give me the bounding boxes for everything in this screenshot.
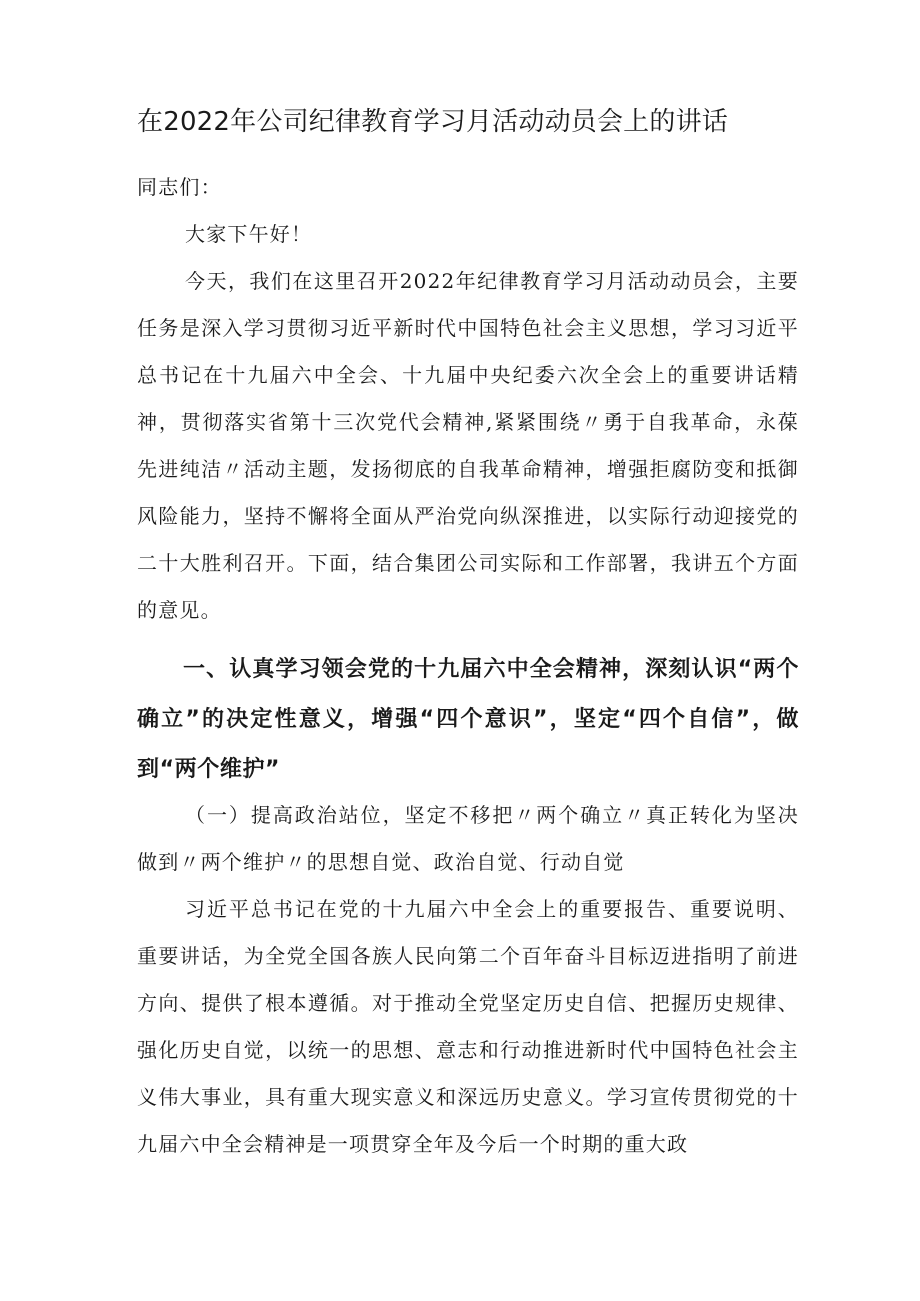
document-title: 在2022年公司纪律教育学习月活动动员会上的讲话 — [137, 107, 728, 137]
paragraph-body: 习近平总书记在党的十九届六中全会上的重要报告、重要说明、重要讲话，为全党全国各族人民向第二个百年奋斗目标迈进指明了前进方向、提供了根本遵循。对于推动全党坚定历史自信、把握历史规律、强化历史自觉，以统一的思想、意志和行动推进新时代中国特色社会主义伟大事业，具有重大现实意义和深远历史意义。学习宣传贯彻党的十九届六中全会精神是一项贯穿全年及今后一个时期的重大政 — [137, 897, 799, 1156]
section-heading-1: 一、认真学习领会党的十九届六中全会精神，深刻认识“两个确立”的决定性意义，增强“四个意识”，坚定“四个自信”，做到“两个维护” — [137, 657, 799, 782]
salutation: 同志们： — [137, 175, 222, 199]
greeting: 大家下午好！ — [185, 222, 313, 246]
subsection-heading-1: （一）提高政治站位，坚定不移把〃两个确立〃真正转化为坚决做到〃两个维护〃的思想自觉、政治自觉、行动自觉 — [137, 803, 799, 874]
paragraph-opening: 今天，我们在这里召开2022年纪律教育学习月活动动员会，主要任务是深入学习贯彻习近平新时代中国特色社会主义思想，学习习近平总书记在十九届六中全会、十九届中央纪委六次全会上的重要讲话精神，贯彻落实省第十三次党代会精神,紧紧围绕〃勇于自我革命，永葆先进纯洁〃活动主题，发扬彻底的自我革命精神，增强拒腐防变和抵御风险能力，坚持不懈将全面从严治党向纵深推进，以实际行动迎接党的二十大胜利召开。下面，结合集团公司实际和工作部署，我讲五个方面的意见。 — [137, 269, 799, 622]
